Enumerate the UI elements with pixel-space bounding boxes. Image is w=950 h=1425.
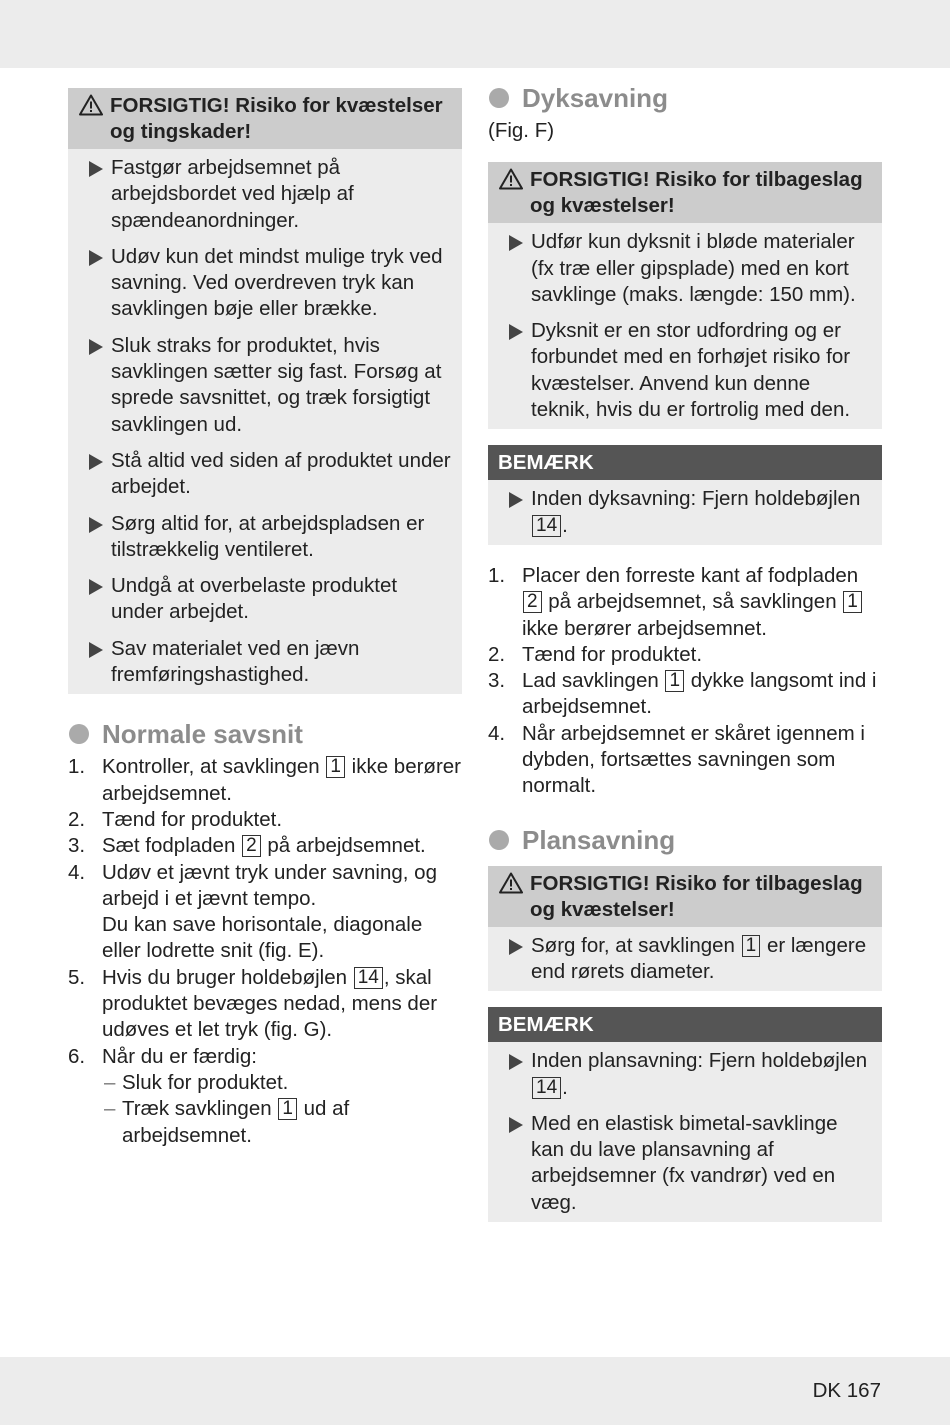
bullet-arrow-icon	[509, 1054, 523, 1070]
step-item: 2. Tænd for produktet.	[68, 807, 283, 831]
section-title-normale-savsnit: Normale savsnit	[68, 718, 462, 750]
list-item: Sørg altid for, at arbejdspladsen er tilstrækkelig ventileret.	[78, 511, 452, 564]
normal-steps	[68, 754, 462, 1148]
step-item: 4. Udøv et jævnt tryk under savning, og arbejd i et jævnt tempo. Du kan save horisontale, diagonale eller lodrette snit (fig. E).	[68, 860, 437, 963]
note-box	[488, 1007, 882, 1222]
list-item: Udøv kun det mindst mulige tryk ved savning. Ved overdreven tryk kan savklingen bøje eller brække.	[78, 244, 452, 323]
caution-items	[488, 223, 882, 429]
step-item: 4. Når arbejdsemnet er skåret igennem i dybden, fortsættes savningen som normalt.	[488, 721, 865, 798]
section-bullet-icon	[489, 88, 509, 108]
bullet-arrow-icon	[509, 324, 523, 340]
list-item: Sørg for, at savklingen 1 er længere end rørets diameter.	[498, 933, 872, 986]
bullet-arrow-icon	[89, 339, 103, 355]
list-item: Dyksnit er en stor udfordring og er forbundet med en forhøjet risiko for kvæstelser. Anvend kun denne teknik, hvis du er fortrolig med den.	[498, 318, 872, 423]
caution-title: FORSIGTIG! Risiko for tilbageslag og kvæstelser!	[530, 168, 863, 218]
step-item: 6. Når du er færdig: – Sluk for produktet. – Træk savklingen 1 ud af arbejdsemnet.	[68, 1044, 462, 1149]
caution-items	[68, 149, 462, 694]
footer-band	[0, 1357, 950, 1425]
list-item: Inden plansavning: Fjern holdebøjlen 14 .	[498, 1048, 872, 1101]
caution-box	[68, 88, 462, 694]
caution-box	[488, 162, 882, 429]
list-item: Fastgør arbejdsemnet på arbejdsbordet ved hjælp af spændeanordninger.	[78, 155, 452, 234]
list-item: Undgå at overbelaste produktet under arbejdet.	[78, 573, 452, 626]
step-item: 3. Sæt fodpladen 2 på arbejdsemnet.	[68, 834, 426, 858]
step-item: 3. Lad savklingen 1 dykke langsomt ind i arbejdsemnet.	[488, 669, 877, 719]
caution-title: FORSIGTIG! Risiko for kvæstelser og tingskader!	[110, 94, 443, 143]
bullet-arrow-icon	[509, 939, 523, 955]
step-item: 1. Placer den forreste kant af fodpladen 2 på arbejdsemnet, så savklingen 1 ikke berører arbejdsemnet.	[488, 563, 882, 642]
note-box	[488, 445, 882, 545]
part-reference: 2	[242, 835, 261, 857]
right-column	[488, 82, 882, 1222]
bullet-arrow-icon	[509, 1117, 523, 1133]
part-reference: 1	[742, 935, 761, 957]
note-header: BEMÆRK	[488, 445, 882, 480]
caution-header	[68, 88, 462, 149]
caution-box	[488, 866, 882, 992]
figure-reference: (Fig. F)	[488, 119, 555, 142]
section-title-dyksavning: Dyksavning	[488, 82, 882, 114]
warning-triangle-icon	[79, 94, 103, 116]
part-reference: 1	[326, 756, 345, 778]
part-reference: 14	[532, 515, 561, 537]
part-reference: 1	[278, 1098, 297, 1120]
bullet-arrow-icon	[89, 250, 103, 266]
warning-triangle-icon	[499, 872, 523, 894]
note-items	[488, 1042, 882, 1222]
step-item: 5. Hvis du bruger holdebøjlen 14 , skal produktet bevæges nedad, mens der udøves et let tryk (fig. G).	[68, 965, 438, 1042]
part-reference: 1	[843, 591, 862, 613]
caution-title: FORSIGTIG! Risiko for tilbageslag og kvæstelser!	[530, 871, 863, 921]
warning-triangle-icon	[499, 168, 523, 190]
bullet-arrow-icon	[509, 235, 523, 251]
part-reference: 14	[354, 967, 383, 989]
caution-header	[488, 866, 882, 927]
bullet-arrow-icon	[89, 579, 103, 595]
left-column	[68, 88, 462, 1149]
list-item: Med en elastisk bimetal-savklinge kan du lave plansavning af arbejdsemner (fx vandrør) ved en væg.	[498, 1111, 872, 1216]
section-title-plansavning: Plansavning	[488, 824, 882, 856]
sub-step: – Træk savklingen 1 ud af arbejdsemnet.	[104, 1097, 350, 1147]
bullet-arrow-icon	[89, 161, 103, 177]
note-items	[488, 480, 882, 545]
sub-step: – Sluk for produktet.	[104, 1070, 289, 1094]
caution-items	[488, 927, 882, 992]
list-item: Stå altid ved siden af produktet under arbejdet.	[78, 448, 452, 501]
section-bullet-icon	[489, 830, 509, 850]
step-item: 1. Kontroller, at savklingen 1 ikke berører arbejdsemnet.	[68, 755, 461, 805]
step-item: 2. Tænd for produktet.	[488, 642, 703, 666]
list-item: Sluk straks for produktet, hvis savklingen sætter sig fast. Forsøg at sprede savsnittet, og træk forsigtigt savklingen ud.	[78, 333, 452, 438]
list-item: Udfør kun dyksnit i bløde materialer (fx træ eller gipsplade) med en kort savklinge (maks. længde: 150 mm).	[498, 229, 872, 308]
bullet-arrow-icon	[509, 492, 523, 508]
header-band	[0, 0, 950, 68]
section-bullet-icon	[69, 724, 89, 744]
bullet-arrow-icon	[89, 642, 103, 658]
list-item: Inden dyksavning: Fjern holdebøjlen 14 .	[498, 486, 872, 539]
dyk-steps	[488, 563, 882, 800]
part-reference: 14	[532, 1077, 561, 1099]
part-reference: 1	[665, 670, 684, 692]
bullet-arrow-icon	[89, 454, 103, 470]
part-reference: 2	[523, 591, 542, 613]
page-number: DK 167	[812, 1379, 881, 1402]
note-header: BEMÆRK	[488, 1007, 882, 1042]
list-item: Sav materialet ved en jævn fremføringshastighed.	[78, 636, 452, 689]
bullet-arrow-icon	[89, 517, 103, 533]
caution-header	[488, 162, 882, 223]
